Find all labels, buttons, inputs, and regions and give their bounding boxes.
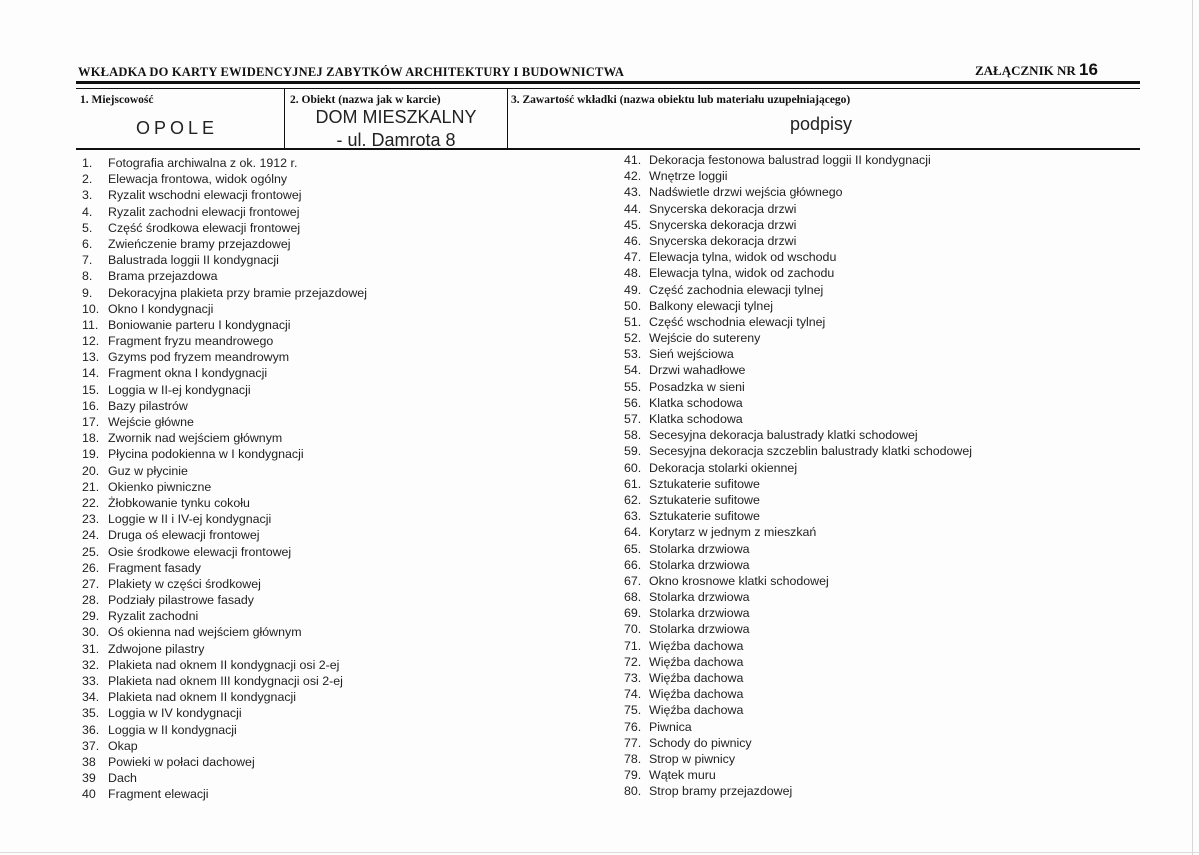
caption-number: 80.	[624, 784, 642, 799]
caption-text: Posadzka w sieni	[649, 379, 745, 394]
caption-text: Osie środkowe elewacji frontowej	[108, 544, 292, 559]
caption-number: 26.	[82, 560, 100, 575]
caption-text: Elewacja tylna, widok od zachodu	[649, 266, 835, 281]
caption-item	[624, 476, 972, 492]
caption-text: Korytarz w jednym z mieszkań	[649, 525, 817, 540]
caption-number: 62.	[624, 492, 642, 507]
object-value-line2: - ul. Damrota 8	[336, 130, 456, 150]
caption-text: Dach	[108, 771, 137, 786]
caption-number: 68.	[624, 590, 642, 605]
caption-number: 30.	[82, 625, 100, 640]
caption-item	[624, 686, 972, 702]
caption-number: 24.	[82, 528, 100, 543]
caption-text: Wejście główne	[108, 415, 194, 429]
caption-number: 55.	[624, 379, 642, 394]
caption-number: 40	[82, 787, 96, 802]
caption-number: 8.	[82, 269, 93, 284]
caption-item	[624, 282, 972, 298]
caption-item	[624, 638, 972, 654]
caption-text: Stolarka drzwiowa	[649, 541, 750, 556]
caption-item	[82, 349, 367, 365]
caption-item	[82, 641, 367, 657]
caption-text: Część wschodnia elewacji tylnej	[649, 314, 826, 329]
caption-text: Plakieta nad oknem III kondygnacji osi 2-ej	[108, 674, 343, 688]
caption-number: 6.	[82, 236, 93, 251]
caption-text: Schody do piwnicy	[649, 735, 752, 750]
caption-item	[82, 463, 367, 479]
caption-number: 73.	[624, 671, 642, 685]
caption-text: Więźba dachowa	[649, 703, 744, 718]
caption-item	[82, 398, 367, 414]
caption-number: 36.	[82, 722, 100, 737]
caption-text: Stolarka drzwiowa	[649, 606, 750, 621]
caption-text: Zdwojone pilastry	[108, 641, 205, 656]
caption-text: Drzwi wahadłowe	[649, 363, 746, 378]
page-edge-right	[1192, 0, 1193, 855]
caption-item	[624, 217, 972, 233]
caption-text: Ryzalit zachodni	[108, 609, 199, 624]
caption-item	[624, 330, 972, 346]
caption-text: Stolarka drzwiowa	[649, 590, 750, 605]
caption-text: Więźba dachowa	[649, 671, 744, 685]
caption-number: 15.	[82, 382, 100, 397]
caption-number: 28.	[82, 593, 100, 608]
caption-number: 60.	[624, 460, 642, 475]
caption-text: Sztukaterie sufitowe	[649, 509, 760, 524]
caption-item	[624, 265, 972, 281]
caption-number: 1.	[82, 156, 93, 170]
locality-value: OPOLE	[136, 118, 219, 138]
caption-item	[624, 298, 972, 314]
caption-number: 25.	[82, 544, 100, 559]
caption-item	[82, 155, 367, 171]
caption-item	[82, 560, 367, 576]
caption-text: Elewacja tylna, widok od wschodu	[649, 250, 837, 265]
caption-text: Fragment elewacji	[108, 787, 209, 802]
caption-number: 66.	[624, 557, 642, 572]
caption-text: Więźba dachowa	[649, 638, 744, 653]
caption-number: 41.	[624, 153, 642, 167]
caption-item	[82, 479, 367, 495]
caption-text: Loggia w II kondygnacji	[108, 722, 237, 737]
caption-item	[624, 719, 972, 735]
caption-number: 21.	[82, 479, 100, 494]
caption-item	[82, 576, 367, 592]
caption-item	[624, 557, 972, 573]
caption-text: Snycerska dekoracja drzwi	[649, 233, 797, 248]
caption-number: 44.	[624, 201, 642, 216]
caption-text: Fragment fryzu meandrowego	[108, 334, 274, 349]
caption-item	[82, 268, 367, 284]
caption-number: 48.	[624, 266, 642, 281]
annex-label: ZAŁĄCZNIK NR	[975, 63, 1076, 78]
caption-item	[82, 689, 367, 705]
caption-text: Okienko piwniczne	[108, 479, 212, 494]
caption-number: 20.	[82, 463, 100, 478]
caption-text: Powieki w połaci dachowej	[108, 754, 255, 769]
caption-number: 37.	[82, 738, 100, 753]
caption-text: Strop w piwnicy	[649, 751, 736, 766]
caption-text: Fragment okna I kondygnacji	[108, 366, 268, 381]
caption-number: 50.	[624, 298, 642, 313]
caption-number: 23.	[82, 512, 100, 527]
caption-number: 54.	[624, 363, 642, 378]
caption-number: 12.	[82, 334, 100, 349]
caption-number: 33.	[82, 674, 100, 688]
caption-item	[82, 171, 367, 187]
header-rule-thin	[76, 88, 1140, 89]
caption-item	[82, 333, 367, 349]
caption-text: Strop bramy przejazdowej	[649, 784, 793, 799]
caption-item	[624, 152, 972, 168]
caption-number: 10.	[82, 301, 100, 316]
caption-number: 59.	[624, 444, 642, 459]
caption-text: Sień wejściowa	[649, 347, 734, 362]
caption-item	[624, 621, 972, 637]
caption-number: 27.	[82, 576, 100, 591]
caption-number: 42.	[624, 169, 642, 184]
caption-number: 77.	[624, 735, 642, 750]
caption-item	[82, 252, 367, 268]
caption-item	[82, 705, 367, 721]
caption-item	[82, 301, 367, 317]
caption-item	[624, 508, 972, 524]
caption-text: Snycerska dekoracja drzwi	[649, 217, 797, 232]
caption-item	[624, 168, 972, 184]
caption-item	[624, 395, 972, 411]
caption-item	[82, 770, 367, 786]
caption-item	[624, 346, 972, 362]
caption-number: 56.	[624, 395, 642, 410]
caption-number: 32.	[82, 657, 100, 672]
caption-number: 67.	[624, 573, 642, 588]
caption-item	[82, 608, 367, 624]
caption-number: 79.	[624, 768, 642, 783]
caption-number: 47.	[624, 250, 642, 265]
caption-item	[624, 492, 972, 508]
content-value: podpisy	[790, 114, 853, 134]
caption-number: 72.	[624, 654, 642, 669]
caption-item	[82, 414, 367, 430]
caption-text: Płycina podokienna w I kondygnacji	[108, 447, 304, 462]
caption-number: 9.	[82, 285, 93, 300]
caption-item	[82, 236, 367, 252]
caption-number: 16.	[82, 398, 100, 413]
caption-number: 51.	[624, 314, 642, 329]
caption-item	[82, 722, 367, 738]
caption-number: 18.	[82, 431, 100, 446]
fields-bottom-rule	[76, 148, 1140, 150]
caption-number: 34.	[82, 690, 100, 705]
caption-number: 2.	[82, 172, 93, 187]
caption-item	[82, 430, 367, 446]
caption-item	[624, 314, 972, 330]
caption-text: Balustrada loggii II kondygnacji	[108, 253, 279, 268]
caption-number: 74.	[624, 687, 642, 702]
caption-item	[82, 527, 367, 543]
caption-text: Dekoracja festonowa balustrad loggii II kondygnacji	[649, 153, 931, 167]
caption-number: 17.	[82, 415, 100, 429]
caption-number: 43.	[624, 185, 642, 200]
caption-item	[82, 382, 367, 398]
caption-number: 45.	[624, 217, 642, 232]
caption-number: 53.	[624, 347, 642, 362]
caption-text: Sztukaterie sufitowe	[649, 476, 760, 491]
caption-text: Balkony elewacji tylnej	[649, 298, 773, 313]
caption-number: 14.	[82, 366, 100, 381]
caption-number: 57.	[624, 412, 642, 426]
caption-text: Dekoracyjna plakieta przy bramie przejazdowej	[108, 285, 367, 300]
caption-text: Wątek muru	[649, 768, 716, 783]
caption-item	[624, 233, 972, 249]
caption-text: Klatka schodowa	[649, 412, 743, 426]
caption-item	[82, 495, 367, 511]
caption-number: 31.	[82, 641, 100, 656]
caption-text: Plakieta nad oknem II kondygnacji osi 2-ej	[108, 657, 340, 672]
captions-list-right	[624, 152, 972, 800]
caption-item	[624, 427, 972, 443]
caption-item	[624, 767, 972, 783]
caption-item	[624, 379, 972, 395]
caption-item	[82, 285, 367, 301]
caption-text: Boniowanie parteru I kondygnacji	[108, 317, 291, 332]
caption-number: 65.	[624, 541, 642, 556]
caption-text: Plakieta nad oknem II kondygnacji	[108, 690, 297, 705]
caption-item	[82, 624, 367, 640]
caption-item	[82, 446, 367, 462]
caption-text: Fragment fasady	[108, 560, 201, 575]
caption-item	[624, 201, 972, 217]
caption-item	[624, 735, 972, 751]
caption-text: Więźba dachowa	[649, 654, 744, 669]
caption-item	[82, 657, 367, 673]
caption-text: Część środkowa elewacji frontowej	[108, 220, 301, 235]
caption-text: Loggie w II i IV-ej kondygnacji	[108, 512, 272, 527]
caption-number: 39	[82, 771, 96, 786]
caption-text: Oś okienna nad wejściem głównym	[108, 625, 302, 640]
caption-item	[82, 204, 367, 220]
caption-text: Część zachodnia elewacji tylnej	[649, 282, 824, 297]
caption-text: Elewacja frontowa, widok ogólny	[108, 172, 288, 187]
document-title: WKŁADKA DO KARTY EWIDENCYJNEJ ZABYTKÓW ARCHITEKTURY I BUDOWNICTWA	[78, 65, 625, 79]
caption-number: 13.	[82, 350, 100, 365]
object-value-line1: DOM MIESZKALNY	[315, 107, 477, 127]
caption-item	[82, 754, 367, 770]
caption-item	[624, 249, 972, 265]
caption-text: Wnętrze loggii	[649, 169, 728, 184]
captions-list-left	[82, 155, 367, 803]
caption-text: Plakiety w części środkowej	[108, 576, 261, 591]
caption-item	[82, 786, 367, 802]
caption-text: Okno I kondygnacji	[108, 301, 214, 316]
header-rule-thick	[76, 81, 1140, 84]
caption-text: Bazy pilastrów	[108, 398, 188, 413]
caption-text: Ryzalit wschodni elewacji frontowej	[108, 188, 302, 203]
caption-item	[82, 187, 367, 203]
page-edge-bottom	[0, 852, 1199, 853]
caption-text: Dekoracja stolarki okiennej	[649, 460, 798, 475]
caption-text: Brama przejazdowa	[108, 269, 218, 284]
caption-item	[624, 702, 972, 718]
caption-text: Secesyjna dekoracja balustrady klatki schodowej	[649, 428, 918, 443]
caption-number: 78.	[624, 751, 642, 766]
caption-item	[624, 654, 972, 670]
caption-text: Więźba dachowa	[649, 687, 744, 702]
caption-item	[82, 592, 367, 608]
caption-item	[624, 524, 972, 540]
caption-text: Klatka schodowa	[649, 395, 743, 410]
caption-number: 70.	[624, 622, 642, 637]
caption-number: 76.	[624, 719, 642, 734]
caption-text: Stolarka drzwiowa	[649, 557, 750, 572]
caption-item	[82, 544, 367, 560]
annex-heading	[975, 60, 1098, 80]
caption-text: Loggia w IV kondygnacji	[108, 706, 242, 721]
caption-item	[624, 605, 972, 621]
caption-text: Okap	[108, 738, 138, 753]
caption-item	[624, 783, 972, 799]
caption-item	[624, 460, 972, 476]
caption-item	[624, 670, 972, 686]
caption-number: 5.	[82, 220, 93, 235]
caption-text: Loggia w II-ej kondygnacji	[108, 382, 251, 397]
content-label: 3. Zawartość wkładki (nazwa obiektu lub materiału uzupełniającego)	[511, 94, 851, 106]
caption-item	[82, 220, 367, 236]
caption-number: 22.	[82, 495, 100, 510]
locality-label: 1. Miejscowość	[80, 94, 154, 106]
caption-item	[82, 365, 367, 381]
caption-number: 11.	[82, 317, 99, 332]
caption-number: 75.	[624, 703, 642, 718]
caption-number: 69.	[624, 606, 642, 621]
caption-number: 19.	[82, 447, 100, 462]
caption-number: 35.	[82, 706, 100, 721]
annex-number: 16	[1079, 60, 1098, 79]
caption-item	[82, 738, 367, 754]
caption-item	[624, 184, 972, 200]
caption-text: Ryzalit zachodni elewacji frontowej	[108, 204, 300, 219]
caption-number: 4.	[82, 204, 93, 219]
caption-item	[624, 589, 972, 605]
caption-number: 52.	[624, 331, 642, 346]
caption-number: 61.	[624, 476, 642, 491]
caption-number: 64.	[624, 525, 642, 540]
caption-text: Wejście do sutereny	[649, 331, 761, 346]
object-label: 2. Obiekt (nazwa jak w karcie)	[290, 94, 441, 106]
caption-text: Guz w płycinie	[108, 463, 188, 478]
caption-item	[624, 443, 972, 459]
caption-text: Gzyms pod fryzem meandrowym	[108, 350, 290, 365]
caption-item	[82, 673, 367, 689]
caption-text: Druga oś elewacji frontowej	[108, 528, 260, 543]
caption-number: 58.	[624, 428, 642, 443]
caption-number: 63.	[624, 509, 642, 524]
field-divider-2	[507, 88, 508, 150]
caption-number: 46.	[624, 233, 642, 248]
caption-text: Sztukaterie sufitowe	[649, 492, 760, 507]
caption-text: Okno krosnowe klatki schodowej	[649, 573, 829, 588]
caption-text: Nadświetle drzwi wejścia głównego	[649, 185, 843, 200]
caption-number: 38	[82, 754, 96, 769]
caption-text: Zwieńczenie bramy przejazdowej	[108, 236, 291, 251]
caption-item	[82, 511, 367, 527]
caption-text: Żłobkowanie tynku cokołu	[108, 495, 250, 510]
caption-text: Stolarka drzwiowa	[649, 622, 750, 637]
caption-number: 49.	[624, 282, 642, 297]
caption-item	[624, 573, 972, 589]
caption-text: Podziały pilastrowe fasady	[108, 593, 255, 608]
caption-text: Fotografia archiwalna z ok. 1912 r.	[108, 156, 298, 170]
caption-text: Secesyjna dekoracja szczeblin balustrady klatki schodowej	[649, 444, 973, 459]
caption-item	[624, 541, 972, 557]
caption-item	[82, 317, 367, 333]
caption-item	[624, 751, 972, 767]
caption-text: Snycerska dekoracja drzwi	[649, 201, 797, 216]
caption-text: Zwornik nad wejściem głównym	[108, 431, 283, 446]
caption-number: 71.	[624, 638, 642, 653]
caption-number: 7.	[82, 253, 93, 268]
caption-number: 29.	[82, 609, 100, 624]
caption-item	[624, 362, 972, 378]
caption-text: Piwnica	[649, 719, 692, 734]
caption-number: 3.	[82, 188, 93, 203]
caption-item	[624, 411, 972, 427]
